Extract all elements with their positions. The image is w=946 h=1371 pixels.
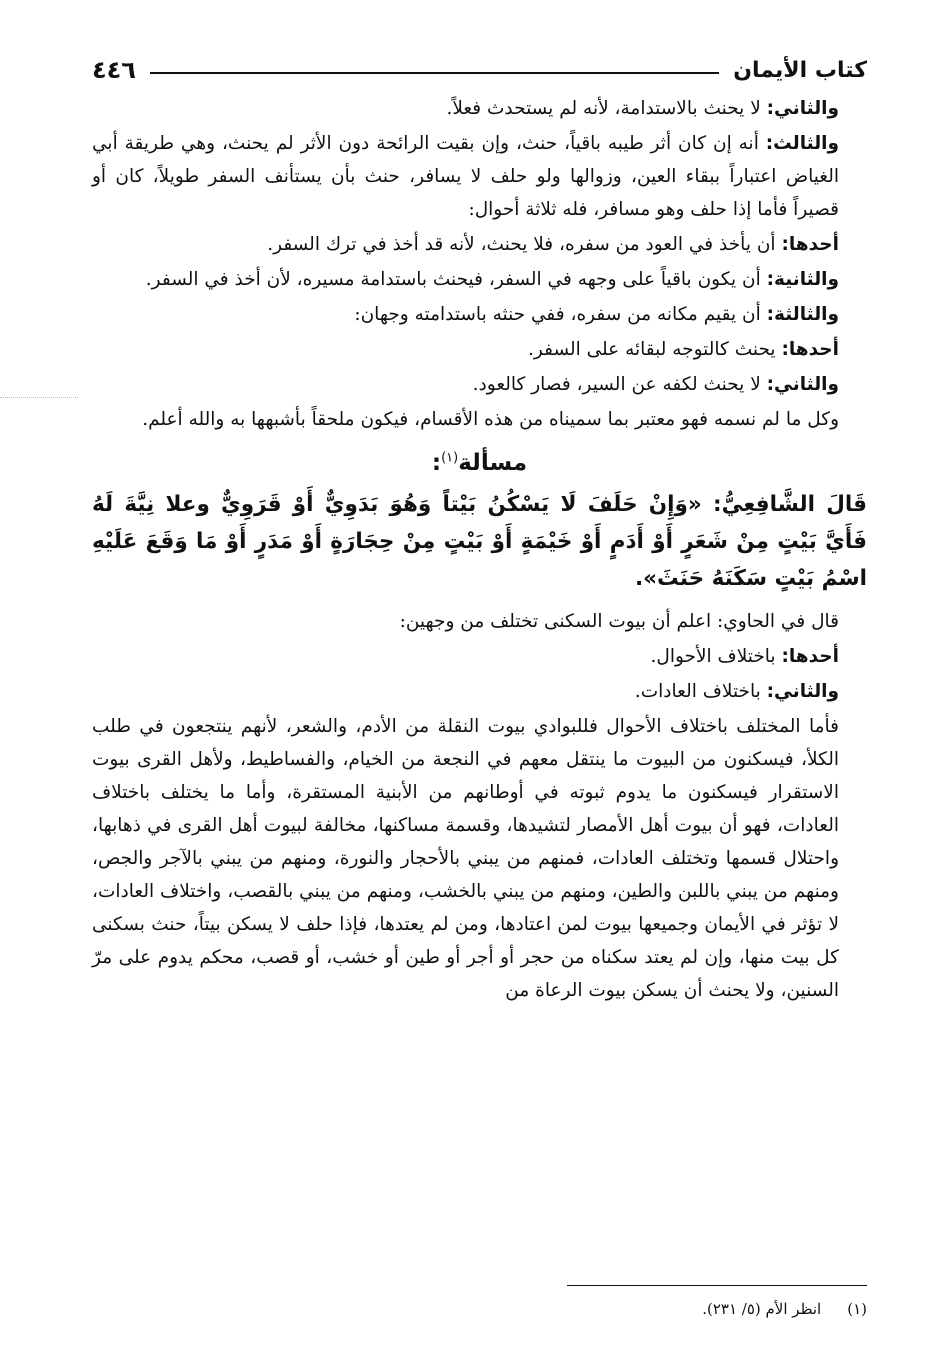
margin-mark bbox=[0, 397, 78, 398]
footnote-ref: (١) bbox=[441, 450, 459, 466]
paragraph-lead: أحدها: bbox=[781, 646, 839, 667]
paragraph bbox=[92, 263, 867, 296]
paragraph-lead: والثاني: bbox=[766, 681, 839, 702]
paragraph-text: لا يحنث بالاستدامة، لأنه لم يستحدث فعلاً. bbox=[446, 98, 767, 119]
paragraph-text: باختلاف العادات. bbox=[634, 681, 767, 702]
book-title: كتاب الأيمان bbox=[733, 57, 867, 83]
footnote-rule bbox=[567, 1285, 867, 1286]
paragraph bbox=[92, 127, 867, 226]
paragraph-text: باختلاف الأحوال. bbox=[650, 646, 782, 667]
paragraph-text: يحنث كالتوجه لبقائه على السفر. bbox=[528, 339, 782, 360]
paragraph bbox=[92, 92, 867, 125]
issue-colon: : bbox=[431, 450, 442, 476]
header-rule bbox=[150, 72, 719, 74]
paragraph bbox=[92, 298, 867, 331]
paragraph bbox=[92, 403, 867, 436]
page-header bbox=[92, 48, 867, 92]
paragraph-lead: أحدها: bbox=[781, 234, 839, 255]
paragraph bbox=[92, 675, 867, 708]
paragraph-lead: والثاني: bbox=[766, 98, 839, 119]
footnote-text: انظر الأم (٥/ ٢٣١). bbox=[702, 1300, 822, 1318]
paragraph-lead: والثالثة: bbox=[766, 304, 839, 325]
paragraph bbox=[92, 228, 867, 261]
paragraph bbox=[92, 605, 867, 638]
paragraph-text: قال في الحاوي: اعلم أن بيوت السكنى تختلف من وجهين: bbox=[399, 611, 839, 632]
body-text-1 bbox=[92, 92, 867, 436]
paragraph-text: وكل ما لم نسمه فهو معتبر بما سميناه من هذه الأقسام، فيكون ملحقاً بأشبهها به والله أعلم. bbox=[142, 409, 839, 430]
footnote-number: (١) bbox=[847, 1300, 867, 1318]
paragraph bbox=[92, 710, 867, 1007]
paragraph-text: فأما المختلف باختلاف الأحوال فللبوادي بيوت النقلة من الأدم، والشعر، لأنهم ينتجعون في طلب الكلأ، فيسكنون من البيوت ما ينتقل معهم في النجعة من الخيام، والفساطيط، ولأهل القرى بيوت الاستقرار فيسكنون ما يدوم ثبوته في أوطانهم من الأبنية المستقرة، وأما ما يختلف باختلاف العادات، فهو أن بيوت أهل الأمصار لتشيدها، وقسمة مساكنها، مخالفة لبيوت أهل القرى في ذهابها، واحتلال قسمها وتختلف العادات، فمنهم من يبني بالأحجار والنورة، ومنهم من يبني بالآجر والجص، ومنهم من يبني باللبن والطين، ومنهم من يبني بالخشب، ومنهم من يبني بالقصب، واختلاف العادات، لا تؤثر في الأيمان وجميعها بيوت لمن اعتادها، ومن لم يعتدها، فإذا حلف لا يسكن بيتاً، حنث بسكنى كل بيت منها، وإن لم يعتد سكناه من حجر أو أجر أو طين أو خشب، أو قصب، محكم يدوم على مرّ السنين، ولا يحنث أن يسكن بيوت الرعاة من bbox=[92, 716, 839, 1001]
body-text-2 bbox=[92, 605, 867, 1007]
issue-heading bbox=[92, 450, 867, 476]
footnote bbox=[702, 1298, 867, 1320]
paragraph bbox=[92, 333, 867, 366]
paragraph-text: أن يأخذ في العود من سفره، فلا يحنث، لأنه قد أخذ في ترك السفر. bbox=[267, 234, 782, 255]
paragraph-lead: والثاني: bbox=[766, 374, 839, 395]
paragraph-lead: والثانية: bbox=[766, 269, 839, 290]
document-page bbox=[92, 48, 867, 1348]
paragraph bbox=[92, 368, 867, 401]
page-number: ٤٤٦ bbox=[92, 56, 136, 84]
paragraph-lead: أحدها: bbox=[781, 339, 839, 360]
shafii-quote: قَالَ الشَّافِعِيُّ: «وَإِنْ حَلَفَ لَا يَسْكُنُ بَيْتاً وَهُوَ بَدَوِيٌّ أَوْ قَرَوِيٌّ وعلا نِيَّةَ لَهُ فَأَيَّ بَيْتٍ مِنْ شَعَرٍ أَوْ أَدَمٍ أَوْ خَيْمَةٍ أَوْ بَيْتٍ مِنْ حِجَارَةٍ أَوْ مَدَرٍ أَوْ مَا وَقَعَ عَلَيْهِ اسْمُ بَيْتٍ سَكَنَهُ حَنَثَ». bbox=[92, 492, 867, 591]
paragraph-lead: والثالث: bbox=[765, 133, 839, 154]
paragraph-text: أن يكون باقياً على وجهه في السفر، فيحنث باستدامة مسيره، لأن أخذ في السفر. bbox=[145, 269, 767, 290]
paragraph-text: أنه إن كان أثر طيبه باقياً، حنث، وإن بقيت الرائحة دون الأثر لم يحنث، وهي طريقة أبي الغياض اعتباراً ببقاء العين، وزوالها ولو حلف لا يسافر، حنث بأن يستأنف السفر طويلاً، كان أو قصيراً فأما إذا حلف وهو مسافر، فله ثلاثة أحوال: bbox=[92, 133, 839, 220]
issue-title: مسألة bbox=[458, 450, 528, 476]
paragraph-text: لا يحنث لكفه عن السير، فصار كالعود. bbox=[472, 374, 767, 395]
paragraph bbox=[92, 640, 867, 673]
paragraph-text: أن يقيم مكانه من سفره، ففي حنثه باستدامته وجهان: bbox=[354, 304, 767, 325]
